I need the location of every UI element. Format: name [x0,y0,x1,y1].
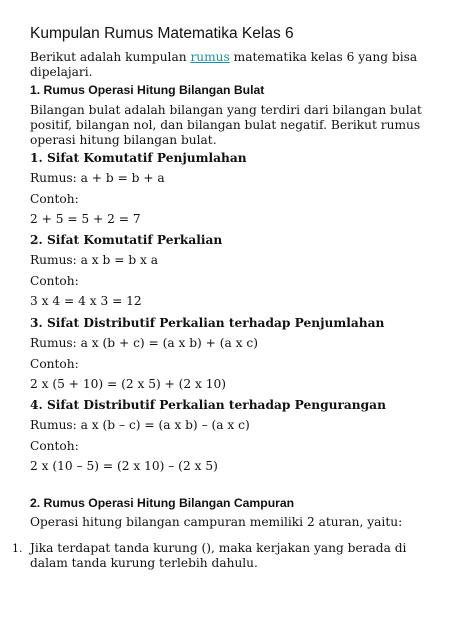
rumus-link[interactable]: rumus [190,50,230,64]
list-item [12,541,445,571]
property2-example-label: Contoh: [30,274,79,288]
page-title: Kumpulan Rumus Matematika Kelas 6 [30,25,294,42]
property2-example: 3 x 4 = 4 x 3 = 12 [30,294,142,308]
intro-paragraph [30,50,445,80]
intro-text-end: matematika kelas 6 yang bisa dipelajari. [30,50,418,79]
property1-example-label: Contoh: [30,192,79,206]
property2-heading: 2. Sifat Komutatif Perkalian [30,233,223,247]
list-item-text: Jika terdapat tanda kurung (), maka kerjakan yang berada di dalam tanda kurung terlebih dahulu. [30,541,407,570]
list-item-number: 1. [12,542,23,555]
property1-example: 2 + 5 = 5 + 2 = 7 [30,212,141,226]
property4-example: 2 x (10 – 5) = (2 x 10) – (2 x 5) [30,459,218,473]
property4-heading: 4. Sifat Distributif Perkalian terhadap Pengurangan [30,398,386,412]
property4-formula: Rumus: a x (b – c) = (a x b) – (a x c) [30,418,250,432]
property2-formula: Rumus: a x b = b x a [30,253,159,267]
property1-formula: Rumus: a + b = b + a [30,171,165,185]
property3-example-label: Contoh: [30,357,79,371]
section1-paragraph: Bilangan bulat adalah bilangan yang terdiri dari bilangan bulat positif, bilangan nol, dan bilangan bulat negatif. Berikut rumus operasi hitung bilangan bulat. [30,103,422,147]
section2-heading: 2. Rumus Operasi Hitung Bilangan Campuran [30,496,295,510]
property1-heading: 1. Sifat Komutatif Penjumlahan [30,151,247,165]
intro-text: Berikut adalah kumpulan [30,50,191,64]
property4-example-label: Contoh: [30,439,79,453]
property3-example: 2 x (5 + 10) = (2 x 5) + (2 x 10) [30,377,227,391]
property3-formula: Rumus: a x (b + c) = (a x b) + (a x c) [30,336,258,350]
property3-heading: 3. Sifat Distributif Perkalian terhadap Penjumlahan [30,316,385,330]
section2-paragraph: Operasi hitung bilangan campuran memiliki 2 aturan, yaitu: [30,515,403,529]
section1-heading: 1. Rumus Operasi Hitung Bilangan Bulat [30,83,265,97]
